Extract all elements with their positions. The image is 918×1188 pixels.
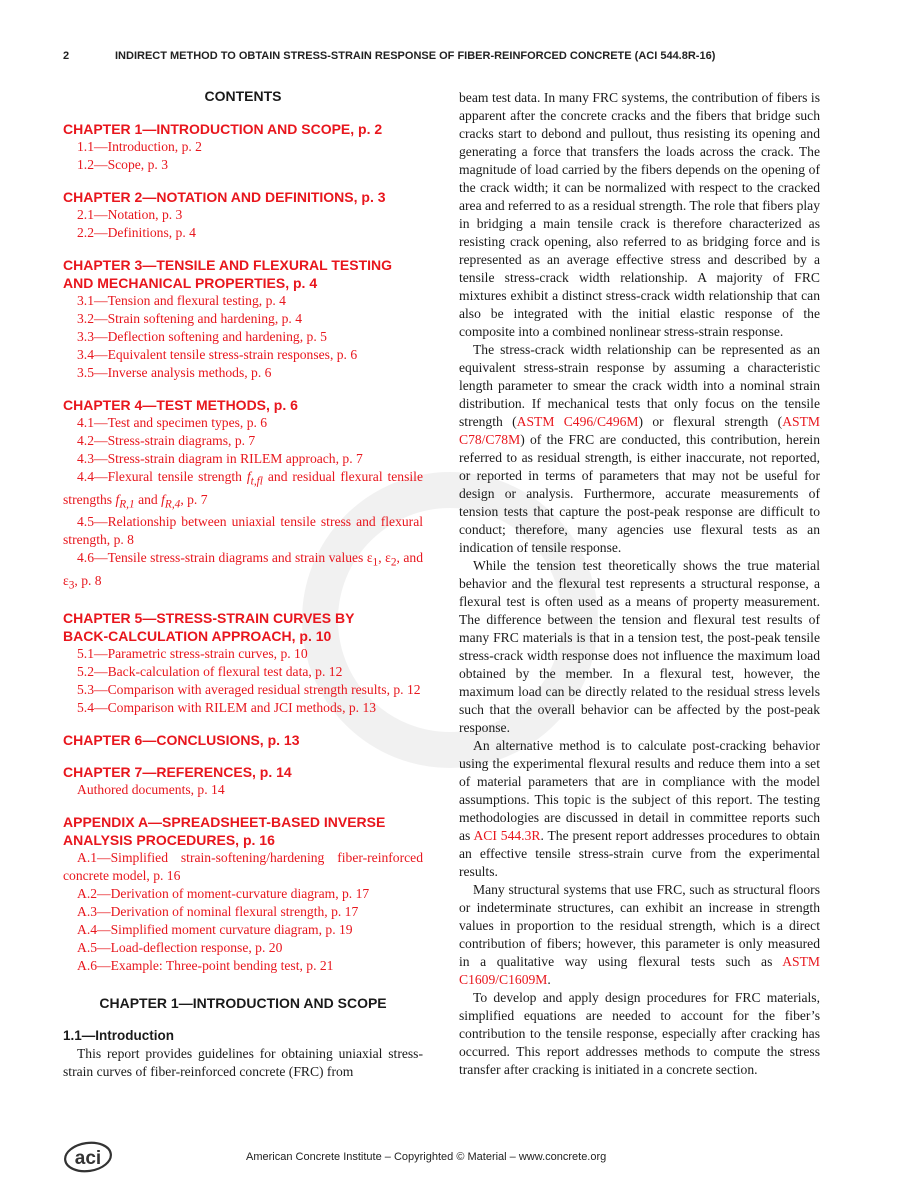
toc-entry[interactable]: 2.2—Definitions, p. 4 [77, 225, 196, 240]
symbol-subscript: 3 [68, 579, 75, 592]
body-paragraph: While the tension test theoretically shows the true material behavior and the flexural test represents a structural response, a flexural test is often used as a means of property measurement. The difference between the tension and flexural test results of many FRC materials is that in a tension test, the post-peak tensile stress-crack width response does not influence the maximum load obtained by the member. In a flexural test, however, the maximum load can be directly related to the residual stress levels such that the overall behavior can be affected by the post-peak response. [459, 558, 820, 735]
toc-entry-text: 4.4—Flexural tensile strength [77, 469, 247, 484]
toc-chapter-7 [63, 763, 423, 799]
toc-entry[interactable]: 3.3—Deflection softening and hardening, p. 5 [77, 329, 327, 344]
toc-entry[interactable]: 4.1—Test and specimen types, p. 6 [77, 415, 268, 430]
toc-entry[interactable]: 4.5—Relationship between uniaxial tensile stress and flexural strength, p. 8 [63, 514, 423, 548]
toc-chapter-5 [63, 609, 423, 717]
aci-logo-text: aci [74, 1148, 102, 1169]
toc-chapter-title[interactable]: CHAPTER 1—INTRODUCTION AND SCOPE, p. 2 [63, 121, 383, 137]
contents-heading: CONTENTS [204, 88, 282, 104]
toc-chapter-title[interactable]: CHAPTER 7—REFERENCES, p. 14 [63, 763, 292, 780]
symbol: f [246, 469, 251, 484]
reference-link[interactable]: ASTM C1609/C1609M [459, 954, 820, 987]
body-paragraph: beam test data. In many FRC systems, the contribution of fibers is apparent after the concrete cracks and the fibers that bridge such cracks start to debond and pullout, thus resisting its opening and generating a force that transfers the loads across the crack. The magnitude of load carried by the fibers depends on the opening of the crack width; it can be normalized with respect to the cracked area and referred to as a residual strength. The role that fibers play in bridging a main tensile crack is therefore characterized as resisting crack opening, also referred to as bridging force and is represented as an average effective stress and described by a tensile stress-crack width relationship. A majority of FRC mixtures exhibit a distinct stress-crack width relationship that can also be integrated with the initial elastic response of the composite into a combined nonlinear stress-strain response. [459, 90, 820, 339]
toc-chapter-title-line: APPENDIX A—SPREADSHEET-BASED INVERSE [63, 813, 386, 830]
toc-entry-text: and residual flexural tensile strengths [63, 469, 423, 507]
toc-entry[interactable]: 5.1—Parametric stress-strain curves, p. 10 [77, 645, 308, 661]
toc-chapter-title[interactable] [63, 813, 423, 849]
chapter-1-heading: CHAPTER 1—INTRODUCTION AND SCOPE [99, 994, 387, 1011]
symbol-subscript: 2 [390, 557, 397, 570]
toc-entry[interactable]: A.4—Simplified moment curvature diagram, p. 19 [77, 921, 353, 937]
toc-entry-text: , p. 8 [74, 573, 102, 589]
toc-appendix-a [63, 813, 423, 975]
toc-chapter-title[interactable]: CHAPTER 6—CONCLUSIONS, p. 13 [63, 731, 300, 748]
body-paragraph: To develop and apply design procedures for FRC materials, simplified equations are needed to account for the fiber’s contribution to the tensile response, especially after cracking has occurred. This report addresses methods to compute the stress transfer after cracking is initiated in a concrete section. [459, 990, 820, 1077]
toc-entry-text: , ε [378, 550, 391, 566]
reference-link[interactable]: ASTM C496/C496M [516, 414, 639, 429]
toc-chapter-title[interactable]: CHAPTER 4—TEST METHODS, p. 6 [63, 397, 298, 413]
toc-chapter-title[interactable] [63, 256, 423, 292]
toc-entry[interactable]: 5.4—Comparison with RILEM and JCI methods, p. 13 [77, 699, 377, 715]
toc-entry[interactable]: 4.3—Stress-strain diagram in RILEM approach, p. 7 [77, 451, 363, 466]
toc-chapter-4 [63, 396, 423, 595]
paragraph-text: . The present report addresses procedures to obtain an effective tensile stress-strain curve from the experimental results. [459, 828, 820, 879]
toc-entry[interactable]: 1.2—Scope, p. 3 [77, 157, 168, 172]
toc-chapter-title-line: ANALYSIS PROCEDURES, p. 16 [63, 831, 275, 848]
toc-chapter-title[interactable]: CHAPTER 2—NOTATION AND DEFINITIONS, p. 3 [63, 189, 386, 205]
toc-entry[interactable]: 3.5—Inverse analysis methods, p. 6 [77, 365, 272, 380]
paragraph-text: ) of the FRC are conducted, this contribution, herein referred to as residual strength, is either inaccurate, not reported, or reported in terms of parameters that may not be useful for design or analysis. Furthermore, accurate measurements of tension tests that capture the post-peak response are difficult to conduct; therefore, many agencies use flexural tests as an indication of tensile response. [459, 432, 820, 555]
paragraph-text: ) or flexural strength ( [638, 414, 783, 429]
running-header [63, 50, 863, 62]
body-paragraph [459, 881, 820, 989]
toc-chapter-2 [63, 188, 423, 242]
toc-entry[interactable]: A.6—Example: Three-point bending test, p. 21 [77, 957, 334, 973]
paragraph-text: Many structural systems that use FRC, such as structural floors or indeterminate structures, can exhibit an increase in strength values in proportion to the residual strength, which is a direct contribution of fibers; however, this parameter is only measured in a qualitative way using flexural tests such as [459, 882, 820, 969]
toc-entry-text: , and ε [63, 550, 423, 589]
toc-chapter-title-line: CHAPTER 5—STRESS-STRAIN CURVES BY [63, 609, 355, 626]
toc-entry[interactable] [63, 468, 423, 513]
footer-copyright: American Concrete Institute – Copyrighted © Material – www.concrete.org [246, 1151, 607, 1163]
paragraph-text: An alternative method is to calculate post-cracking behavior using the experimental flexural results and reduce them into a set of material parameters that are in compliance with the model assumptions. This topic is the subject of this report. The testing methodologies are discussed in detail in committee reports such as [459, 738, 820, 843]
symbol: f [115, 491, 120, 507]
toc-entry[interactable]: 5.2—Back-calculation of flexural test data, p. 12 [77, 663, 343, 679]
symbol-subscript: t,fl [250, 475, 263, 488]
toc-entry-text: 4.6—Tensile stress-strain diagrams and strain values ε [77, 550, 373, 566]
symbol-subscript: R,1 [119, 498, 135, 511]
toc-entry[interactable]: 1.1—Introduction, p. 2 [77, 139, 202, 154]
toc-chapter-title-line: CHAPTER 3—TENSILE AND FLEXURAL TESTING [63, 257, 393, 273]
toc-entry-text: , p. 7 [180, 491, 208, 507]
toc-chapter-title-line: BACK-CALCULATION APPROACH, p. 10 [63, 627, 332, 644]
section-1-1-heading: 1.1—Introduction [63, 1027, 174, 1043]
toc-entry[interactable]: A.1—Simplified strain-softening/hardening fiber-reinforced concrete model, p. 16 [63, 849, 423, 883]
toc-entry[interactable]: 2.1—Notation, p. 3 [77, 207, 183, 222]
right-column [459, 89, 820, 1079]
left-column [63, 88, 423, 1081]
toc-entry[interactable]: 5.3—Comparison with averaged residual strength results, p. 12 [77, 681, 421, 697]
paragraph-text: The stress-crack width relationship can be represented as an equivalent stress-strain response by assuming a characteristic length parameter to smear the crack width into a nominal strain distribution. If mechanical tests that only focus on the tensile strength ( [459, 342, 820, 429]
page-number: 2 [63, 50, 70, 62]
aci-logo [62, 1140, 114, 1179]
body-paragraph [459, 341, 820, 557]
body-paragraph [459, 737, 820, 881]
running-title: INDIRECT METHOD TO OBTAIN STRESS-STRAIN RESPONSE OF FIBER-REINFORCED CONCRETE (ACI 544.8R-16) [115, 50, 716, 62]
toc-entry[interactable]: Authored documents, p. 14 [77, 781, 225, 797]
toc-entry[interactable]: 4.2—Stress-strain diagrams, p. 7 [77, 433, 256, 448]
reference-link[interactable]: ASTM C78/C78M [459, 414, 820, 447]
symbol-subscript: 1 [372, 557, 379, 570]
toc-entry[interactable]: 3.4—Equivalent tensile stress-strain responses, p. 6 [77, 347, 358, 362]
toc-entry[interactable]: A.5—Load-deflection response, p. 20 [77, 939, 283, 955]
toc-entry[interactable] [63, 549, 423, 594]
paragraph-text: . [547, 972, 551, 987]
symbol: f [161, 491, 165, 507]
toc-entry-text: and [134, 491, 162, 507]
reference-link[interactable]: ACI 544.3R [473, 828, 541, 843]
toc-chapter-3 [63, 256, 423, 382]
toc-entry[interactable]: 3.2—Strain softening and hardening, p. 4 [77, 311, 303, 326]
toc-chapter-title-line: AND MECHANICAL PROPERTIES, p. 4 [63, 275, 318, 291]
toc-chapter-6 [63, 731, 423, 749]
toc-chapter-title[interactable] [63, 609, 423, 645]
toc-entry[interactable]: A.3—Derivation of nominal flexural strength, p. 17 [77, 903, 359, 919]
aci-logo-icon [62, 1140, 114, 1174]
toc-entry[interactable]: A.2—Derivation of moment-curvature diagram, p. 17 [77, 885, 370, 901]
toc-entry[interactable]: 3.1—Tension and flexural testing, p. 4 [77, 293, 286, 308]
symbol-subscript: R,4 [164, 498, 181, 511]
toc-chapter-1 [63, 120, 423, 174]
body-paragraph: This report provides guidelines for obtaining uniaxial stress-strain curves of fiber-reinforced concrete (FRC) from [63, 1045, 423, 1079]
